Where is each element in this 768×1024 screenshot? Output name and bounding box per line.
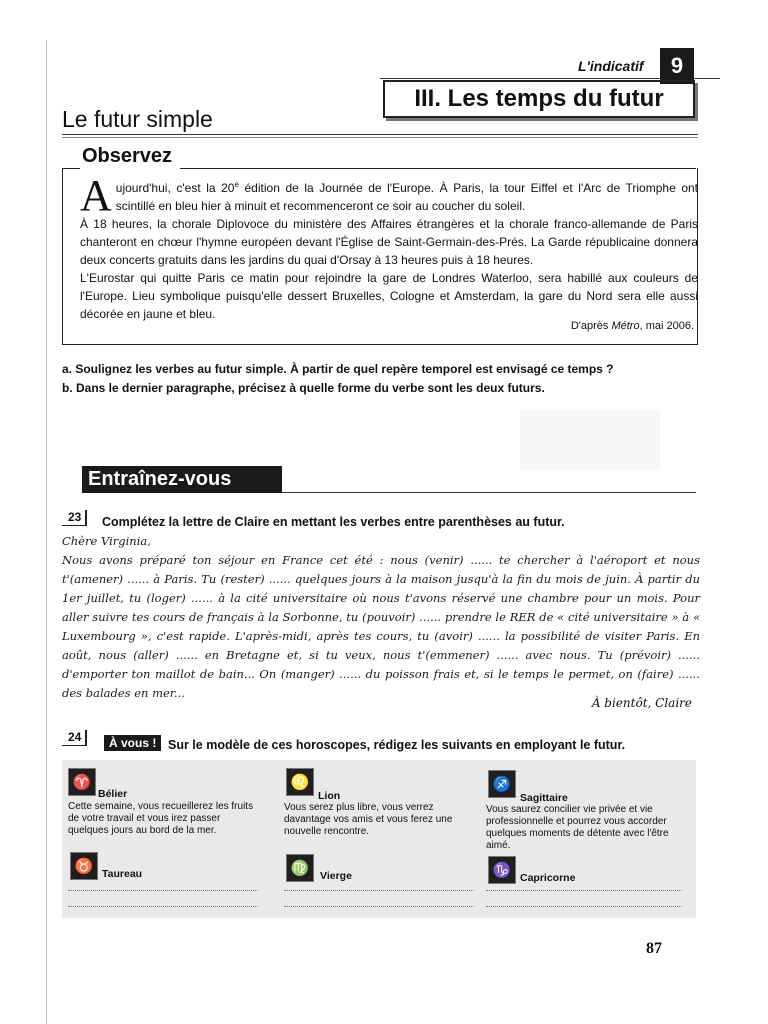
virgin-icon: ♍ [286, 854, 314, 882]
writing-line[interactable] [284, 906, 474, 907]
observez-questions [62, 360, 702, 398]
page-number: 87 [646, 940, 662, 957]
goat-icon: ♑ [488, 856, 516, 884]
observez-box-top-left [62, 168, 80, 169]
observez-line1: ujourd'hui, c'est la 20 [115, 181, 235, 195]
observez-box-top-right [180, 168, 696, 169]
entrainez-heading: Entraînez-vous [82, 466, 282, 493]
exercise-23-instruction: Complétez la lettre de Claire en mettant les verbes entre parenthèses au futur. [102, 515, 565, 529]
observez-paragraph-2: À 18 heures, la chorale Diplovoce du ministère des Affaires étrangères et la chorale franco-allemande de Paris chanteront en chœur l'hymne européen devant l'Église de Saint-Germain-des-Prés. La Garde républicaine donnera deux concerts gratuits dans les jardins du quai d'Orsay à 13 heures puis à 18 heures. [80, 217, 698, 267]
sign-name-belier: Bélier [98, 788, 128, 800]
title-rule [62, 134, 698, 135]
observez-heading: Observez [82, 145, 173, 167]
sign-name-vierge: Vierge [320, 870, 352, 882]
source-suffix: , mai 2006. [639, 320, 694, 332]
question-b: b. Dans le dernier paragraphe, précisez à quelle forme du verbe sont les deux futurs. [62, 381, 545, 395]
writing-line[interactable] [486, 890, 682, 891]
page-title: Le futur simple [62, 106, 213, 132]
writing-line[interactable] [68, 890, 258, 891]
writing-line[interactable] [486, 906, 682, 907]
dropcap: A [80, 171, 112, 220]
sign-name-lion: Lion [318, 790, 341, 802]
observez-text [80, 171, 699, 323]
observez-source [440, 320, 694, 332]
title-rule-secondary [62, 137, 698, 138]
scan-speckle [520, 410, 660, 470]
bull-icon: ♉ [70, 852, 98, 880]
horoscope-panel [62, 760, 696, 918]
entrainez-rule [282, 492, 696, 493]
sign-name-capricorne: Capricorne [520, 872, 576, 884]
ordinal-sup: e [234, 180, 239, 189]
section-title: III. Les temps du futur [383, 80, 695, 118]
exercise-24-instruction: Sur le modèle de ces horoscopes, rédigez les suivants en employant le futur. [168, 738, 626, 752]
source-prefix: D'après [570, 320, 612, 332]
writing-line[interactable] [284, 890, 474, 891]
sign-text-sagittaire: Vous saurez concilier vie privée et vie professionnelle et pourrez vous accorder quelques moments de détente avec l'être aimé. [486, 804, 669, 851]
letter-signoff: À bientôt, Claire [591, 696, 692, 710]
letter-salutation: Chère Virginia, [62, 534, 151, 548]
source-title: Métro [611, 320, 640, 332]
writing-line[interactable] [68, 906, 258, 907]
exercise-23-number: 23 [62, 510, 87, 526]
ram-icon: ♈ [68, 768, 96, 796]
archer-icon: ♐ [488, 770, 516, 798]
page-margin-rule [46, 40, 47, 1024]
question-a: a. Soulignez les verbes au futur simple. À partir de quel repère temporel est envisagé ce temps ? [62, 362, 614, 376]
lion-icon: ♌ [286, 768, 314, 796]
observez-paragraph-3: L'Eurostar qui quitte Paris ce matin pour rejoindre la gare de Londres Waterloo, sera habillé aux couleurs de l'Europe. Lieu symbolique puisqu'elle dessert Bruxelles, Cologne et Amsterdam, la gare du Nord sera elle aussi décorée en jaune et bleu. [80, 271, 698, 321]
observez-line1-end: édition de la Journée de l'Europe. À Paris, la tour Eiffel et l'Arc de Triomphe ont scintillé en bleu hier à minuit et recommenceront ce soir au coucher du soleil. [115, 181, 699, 213]
observez-paragraph-1 [80, 171, 699, 220]
sign-text-lion: Vous serez plus libre, vous verrez davantage vos amis et vous ferez une nouvelle rencontre. [284, 802, 453, 837]
sign-name-sagittaire: Sagittaire [520, 792, 568, 804]
chapter-title: L'indicatif [578, 58, 644, 74]
a-vous-badge: À vous ! [104, 735, 161, 751]
exercise-24-number: 24 [62, 730, 87, 746]
chapter-number: 9 [660, 48, 694, 84]
exercise-23-letter [62, 532, 700, 703]
sign-name-taureau: Taureau [102, 868, 143, 880]
sign-text-belier: Cette semaine, vous recueillerez les fruits de votre travail et vous irez passer quelques jours au bord de la mer. [68, 801, 254, 836]
letter-body: Nous avons préparé ton séjour en France cet été : nous (venir) ...... te chercher à l'aéroport et nous t'(amener) ...... à Paris. Tu (rester) ...... quelques jours à la maison jusqu'à la fin du mois de juin. À partir du 1er juillet, tu (loger) ...... à la cité universitaire où nous t'avons réservé une chambre pour un mois. Pour aller suivre tes cours de français à la Sorbonne, tu (pouvoir) ...... prendre le RER de « cité universitaire » à « Luxembourg », c'est rapide. L'après-midi, après tes cours, tu (avoir) ...... la possibilité de visiter Paris. En août, nous (aller) ...... en Bretagne et, si tu veux, nous t'(emmener) ...... avec nous. Tu (prévoir) ...... d'emporter ton maillot de bain... On (manger) ...... du poisson frais et, si le temps le permet, on (faire) ...... des balades en mer... [62, 553, 700, 700]
